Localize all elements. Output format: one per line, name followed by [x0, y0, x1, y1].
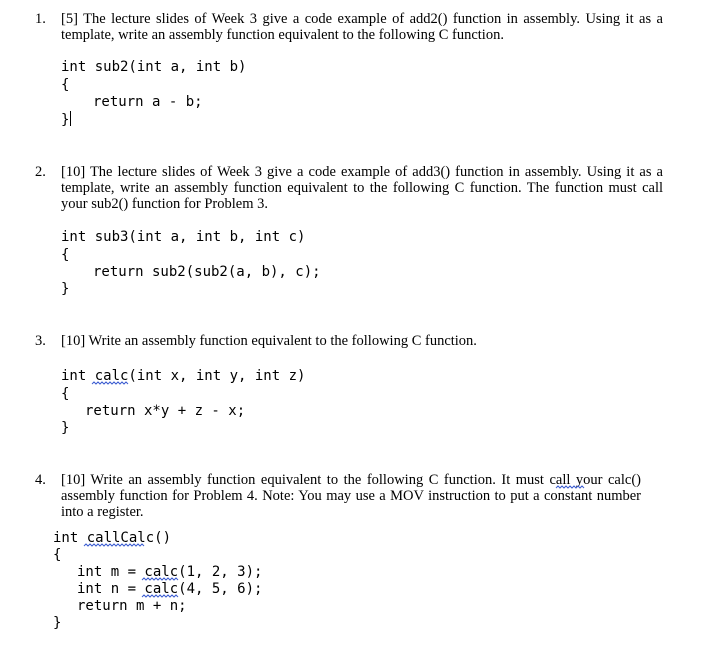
squiggle-calc-m: [142, 578, 178, 580]
code-line: return sub2(sub2(a, b), c);: [93, 264, 321, 280]
problem-number: 3.: [35, 333, 46, 349]
squiggle-calc-p3: [92, 382, 128, 384]
code-line: }: [61, 420, 70, 436]
problem-number: 1.: [35, 11, 46, 27]
squiggle-calc-n: [142, 595, 178, 597]
code-line: int sub2(int a, int b): [61, 59, 247, 75]
code-line: {: [61, 386, 70, 402]
code-line: return a - b;: [93, 94, 203, 110]
code-line: int sub3(int a, int b, int c): [61, 229, 306, 245]
code-line: }: [61, 281, 70, 297]
problem-text: [10] Write an assembly function equivalent to the following C function. It must call your calc() assembly function for Problem 4. Note: You may use a MOV instruction to put a constant number into a register.: [61, 472, 641, 520]
squiggle-calc-p4-text: [556, 486, 584, 488]
code-line: int m = calc(1, 2, 3);: [77, 564, 263, 580]
code-line: return m + n;: [77, 598, 187, 614]
code-line: int n = calc(4, 5, 6);: [77, 581, 263, 597]
code-line: {: [61, 77, 70, 93]
code-line: return x*y + z - x;: [85, 403, 246, 419]
code-line: {: [53, 547, 62, 563]
code-line: }: [53, 615, 62, 631]
squiggle-callcalc: [84, 544, 144, 546]
closing-brace: }: [61, 112, 70, 128]
problem-text: [10] Write an assembly function equivalent to the following C function.: [61, 333, 477, 349]
code-line: {: [61, 247, 70, 263]
problem-number: 4.: [35, 472, 46, 488]
code-line-calc-signature: int calc(int x, int y, int z): [61, 368, 306, 384]
problem-text: [10] The lecture slides of Week 3 give a code example of add3() function in assembly. Using it as a template, write an assembly function equivalent to the following C function. The function must call your sub2() function for Problem 3.: [61, 164, 663, 212]
code-line-callcalc-signature: int callCalc(): [53, 530, 172, 546]
problem-text: [5] The lecture slides of Week 3 give a code example of add2() function in assembly. Using it as a template, write an assembly function equivalent to the following C function.: [61, 11, 663, 43]
problem-number: 2.: [35, 164, 46, 180]
